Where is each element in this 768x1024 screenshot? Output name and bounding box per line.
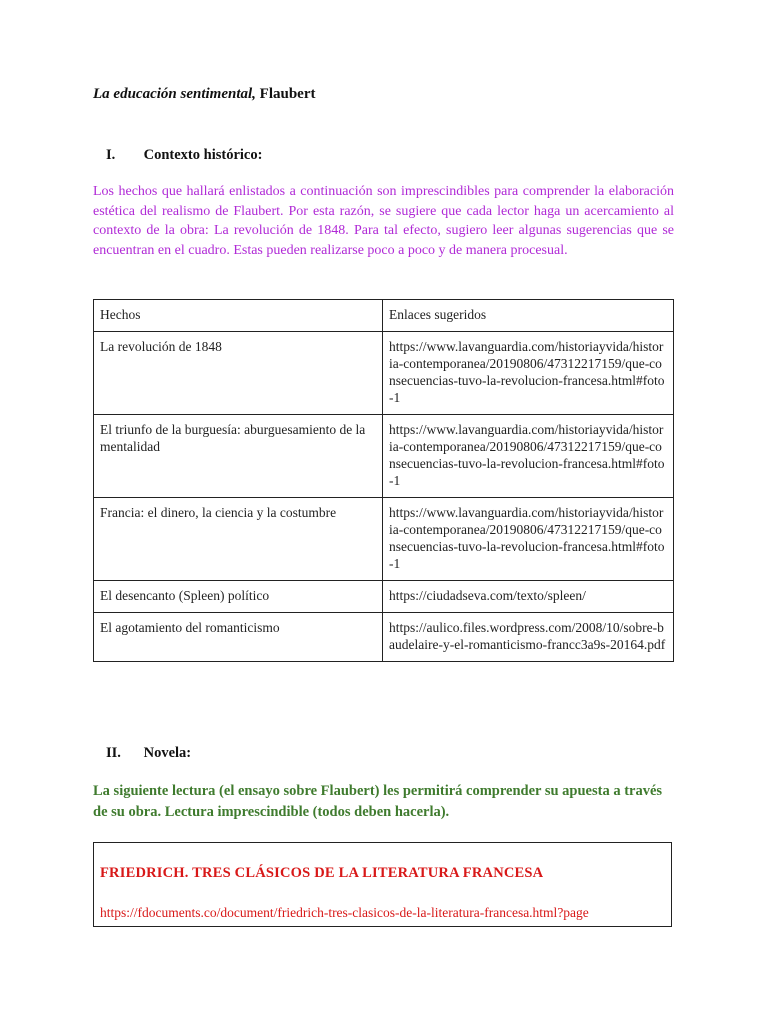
section-number: II. [106, 745, 121, 761]
table-row [94, 581, 674, 613]
fact-cell: El desencanto (Spleen) político [94, 581, 383, 613]
table-row [94, 332, 674, 415]
table-row [94, 415, 674, 498]
section-number: I. [106, 147, 116, 163]
link-cell[interactable]: https://ciudadseva.com/texto/spleen/ [383, 581, 674, 613]
fact-cell: Francia: el dinero, la ciencia y la costumbre [94, 498, 383, 581]
fact-cell: El agotamiento del romanticismo [94, 613, 383, 662]
fact-cell: La revolución de 1848 [94, 332, 383, 415]
title-author: Flaubert [259, 86, 316, 102]
link-cell[interactable]: https://aulico.files.wordpress.com/2008/10/sobre-baudelaire-y-el-romanticismo-francc3a9s-20164.pdf [383, 613, 674, 662]
section-title: Contexto histórico: [143, 147, 263, 163]
reading-link[interactable]: https://fdocuments.co/document/friedrich-tres-clasicos-de-la-literatura-francesa.html?page [100, 905, 589, 920]
table-row [94, 613, 674, 662]
section-heading-novel [106, 745, 191, 762]
facts-table [93, 299, 674, 662]
reading-box [93, 842, 672, 927]
header-links: Enlaces sugeridos [383, 300, 674, 332]
intro-paragraph: Los hechos que hallará enlistados a continuación son imprescindibles para comprender la elaboración estética del realismo de Flaubert. Por esta razón, se sugiere que cada lector haga un acercamiento al contexto de la obra: La revolución de 1848. Para tal efecto, sugiero leer algunas sugerencias que se encuentran en el cuadro. Estas pueden realizarse poco a poco y de manera procesual. [93, 184, 674, 258]
table-header-row [94, 300, 674, 332]
section-heading-context [106, 147, 262, 164]
document-title [93, 86, 316, 103]
novel-description: La siguiente lectura (el ensayo sobre Flaubert) les permitirá comprender su apuesta a través de su obra. Lectura imprescindible (todos deben hacerla). [93, 783, 663, 820]
section-title: Novela: [143, 745, 192, 761]
link-cell[interactable]: https://www.lavanguardia.com/historiayvida/historia-contemporanea/20190806/47312217159/que-consecuencias-tuvo-la-revolucion-francesa.html#foto-1 [383, 415, 674, 498]
table-row [94, 498, 674, 581]
header-facts: Hechos [94, 300, 383, 332]
reading-title: FRIEDRICH. TRES CLÁSICOS DE LA LITERATURA FRANCESA [100, 865, 544, 881]
link-cell[interactable]: https://www.lavanguardia.com/historiayvida/historia-contemporanea/20190806/47312217159/que-consecuencias-tuvo-la-revolucion-francesa.html#foto-1 [383, 332, 674, 415]
title-italic: La educación sentimental, [93, 86, 256, 102]
link-cell[interactable]: https://www.lavanguardia.com/historiayvida/historia-contemporanea/20190806/47312217159/que-consecuencias-tuvo-la-revolucion-francesa.html#foto-1 [383, 498, 674, 581]
fact-cell: El triunfo de la burguesía: aburguesamiento de la mentalidad [94, 415, 383, 498]
